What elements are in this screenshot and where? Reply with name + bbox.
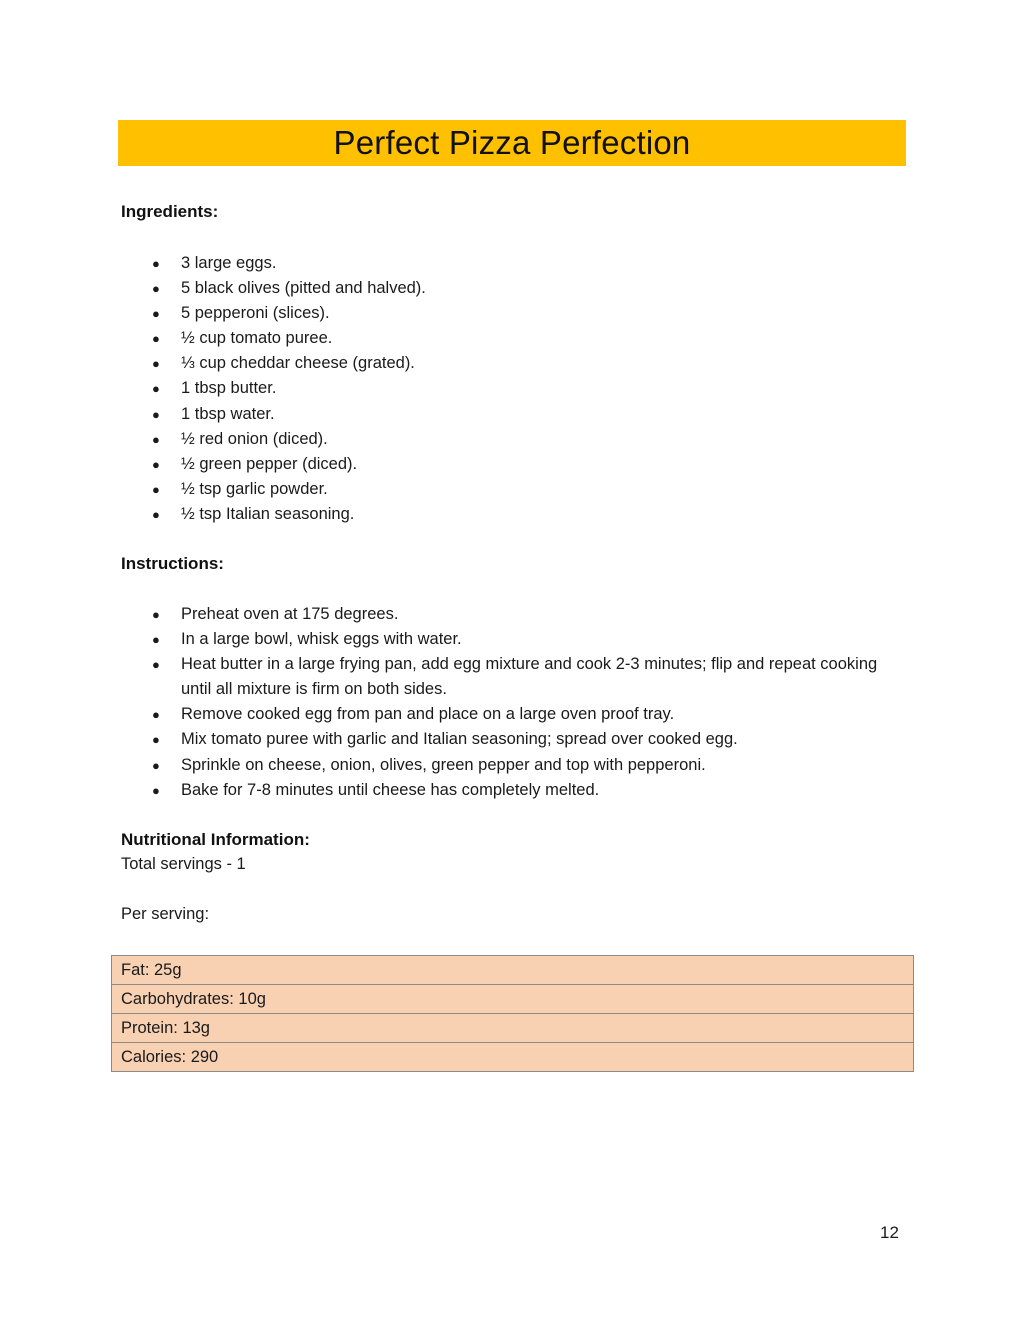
bullet-icon: ● (152, 732, 160, 748)
instruction-step: ● In a large bowl, whisk eggs with water. (150, 627, 890, 652)
ingredient-item: ● ½ cup tomato puree. (150, 326, 850, 351)
bullet-icon: ● (152, 481, 160, 497)
instruction-step: ● Preheat oven at 175 degrees. (150, 602, 890, 627)
instruction-step: ● Mix tomato puree with garlic and Italian seasoning; spread over cooked egg. (150, 727, 890, 752)
bullet-icon: ● (152, 306, 160, 322)
total-servings: Total servings - 1 (121, 855, 246, 873)
title-banner (118, 120, 906, 166)
bullet-icon: ● (152, 406, 160, 422)
table-row (112, 956, 914, 985)
bullet-icon: ● (152, 757, 160, 773)
ingredient-item: ● 5 black olives (pitted and halved). (150, 276, 850, 301)
bullet-icon: ● (152, 506, 160, 522)
per-serving-label: Per serving: (121, 905, 210, 923)
nutrition-fat: Fat: 25g (112, 956, 914, 985)
ingredient-item: ● ⅓ cup cheddar cheese (grated). (150, 351, 850, 376)
nutrition-calories: Calories: 290 (112, 1043, 914, 1072)
bullet-icon: ● (152, 632, 160, 648)
bullet-icon: ● (152, 431, 160, 447)
bullet-icon: ● (152, 356, 160, 372)
ingredient-item: ● 1 tbsp butter. (150, 376, 850, 401)
bullet-icon: ● (152, 331, 160, 347)
instructions-list (150, 602, 890, 803)
bullet-icon: ● (152, 782, 160, 798)
instruction-step: ● Remove cooked egg from pan and place on a large oven proof tray. (150, 702, 890, 727)
nutrition-protein: Protein: 13g (112, 1014, 914, 1043)
bullet-icon: ● (152, 281, 160, 297)
bullet-icon: ● (152, 607, 160, 622)
table-row (112, 1014, 914, 1043)
ingredient-item: ● 1 tbsp water. (150, 402, 850, 427)
bullet-icon: ● (152, 657, 160, 673)
nutrition-heading: Nutritional Information: (121, 830, 310, 849)
table-row (112, 1043, 914, 1072)
nutrition-carbohydrates: Carbohydrates: 10g (112, 985, 914, 1014)
page-title: Perfect Pizza Perfection (333, 124, 691, 161)
instructions-heading: Instructions: (121, 554, 224, 573)
ingredient-item: ● ½ tsp Italian seasoning. (150, 502, 850, 527)
ingredient-item: ● ½ red onion (diced). (150, 427, 850, 452)
ingredient-item: ● ½ tsp garlic powder. (150, 477, 850, 502)
instruction-step: ● Heat butter in a large frying pan, add egg mixture and cook 2-3 minutes; flip and repeat cooking until all mixture is firm on both sides. (150, 652, 890, 702)
bullet-icon: ● (152, 381, 160, 397)
bullet-icon: ● (152, 256, 160, 271)
table-row (112, 985, 914, 1014)
bullet-icon: ● (152, 707, 160, 723)
ingredient-item: ● 3 large eggs. (150, 251, 850, 276)
instruction-step: ● Bake for 7-8 minutes until cheese has completely melted. (150, 778, 890, 803)
ingredient-item: ● 5 pepperoni (slices). (150, 301, 850, 326)
page-number: 12 (880, 1223, 899, 1242)
ingredients-list (150, 251, 850, 527)
bullet-icon: ● (152, 456, 160, 472)
nutrition-table (111, 955, 914, 1072)
ingredients-heading: Ingredients: (121, 202, 219, 221)
ingredient-item: ● ½ green pepper (diced). (150, 452, 850, 477)
instruction-step: ● Sprinkle on cheese, onion, olives, green pepper and top with pepperoni. (150, 753, 890, 778)
